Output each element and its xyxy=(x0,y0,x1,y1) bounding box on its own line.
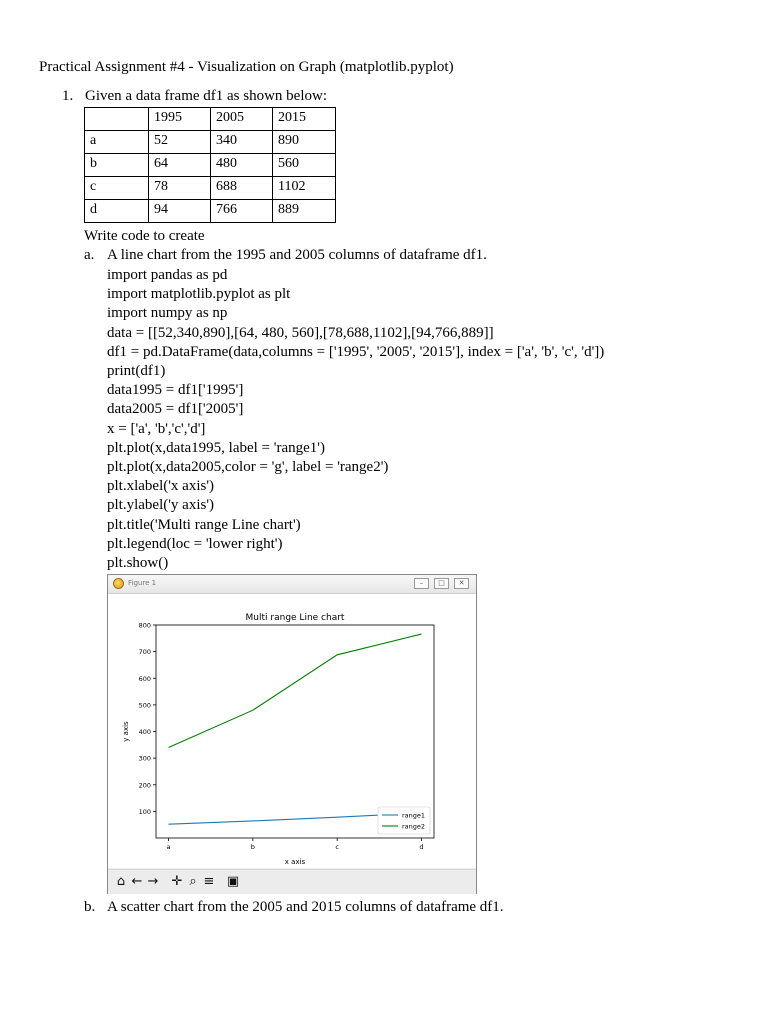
python-logo-icon xyxy=(113,578,124,589)
line-chart xyxy=(108,594,476,868)
table-cell: 889 xyxy=(273,200,336,223)
code-line: print(df1) xyxy=(107,363,166,380)
code-line: plt.ylabel('y axis') xyxy=(107,497,215,514)
table-row xyxy=(85,131,336,154)
y-tick-label: 500 xyxy=(138,701,151,710)
table-header-cell: 2005 xyxy=(211,108,273,131)
code-line: plt.plot(x,data2005,color = 'g', label = 'range2') xyxy=(107,459,389,476)
code-line: import pandas as pd xyxy=(107,267,228,283)
table-row xyxy=(85,154,336,177)
legend-entry: range2 xyxy=(402,822,426,831)
table-cell: d xyxy=(85,200,149,223)
minimize-button[interactable]: – xyxy=(414,578,429,589)
y-tick-label: 400 xyxy=(138,728,151,736)
code-line: x = ['a', 'b','c','d'] xyxy=(107,420,206,437)
page-title: Practical Assignment #4 - Visualization on Graph (matplotlib.pyplot) xyxy=(39,59,454,75)
table-cell: 64 xyxy=(149,154,211,177)
save-icon[interactable]: ▣ xyxy=(226,874,240,889)
forward-arrow-icon[interactable]: → xyxy=(147,874,159,889)
figure-toolbar xyxy=(108,869,476,894)
sub-question-b xyxy=(84,899,504,916)
dataframe-table xyxy=(84,107,336,223)
code-line: plt.plot(x,data1995, label = 'range1') xyxy=(107,439,325,456)
table-cell: c xyxy=(85,177,149,200)
question-text: Given a data frame df1 as shown below: xyxy=(85,88,328,104)
table-header-cell xyxy=(85,108,149,131)
y-tick-label: 300 xyxy=(138,754,151,763)
chart-title: Multi range Line chart xyxy=(245,613,345,623)
code-line: plt.legend(loc = 'lower right') xyxy=(107,535,283,552)
code-line: data = [[52,340,890],[64, 480, 560],[78,688,1102],[94,766,889]] xyxy=(107,324,494,341)
code-line: plt.title('Multi range Line chart') xyxy=(107,516,301,533)
table-cell: 340 xyxy=(211,131,273,154)
y-tick-label: 600 xyxy=(138,674,151,683)
table-header-row xyxy=(85,108,336,131)
table-cell: 480 xyxy=(211,154,273,177)
code-line: data2005 = df1['2005'] xyxy=(107,401,244,418)
table-cell: 1102 xyxy=(273,177,336,200)
back-arrow-icon[interactable]: ← xyxy=(131,874,143,889)
x-tick-label: d xyxy=(419,843,424,851)
sub-question-label: b. xyxy=(84,899,96,915)
y-axis-label: y axis xyxy=(122,721,130,742)
write-code-text: Write code to create xyxy=(84,228,205,244)
table-cell: 78 xyxy=(149,177,211,200)
legend-entry: range1 xyxy=(402,811,426,820)
table-cell: 766 xyxy=(211,200,273,223)
code-line: plt.show() xyxy=(107,555,169,572)
x-axis-label: x axis xyxy=(284,858,306,866)
sub-question-label: a. xyxy=(84,247,95,263)
x-tick-label: c xyxy=(335,843,339,851)
figure-titlebar xyxy=(108,575,476,594)
question-number: 1. xyxy=(62,88,74,104)
plot-area xyxy=(156,625,434,838)
table-header-cell: 1995 xyxy=(149,108,211,131)
x-tick-label: a xyxy=(166,843,171,851)
x-tick-label: b xyxy=(250,843,255,851)
table-cell: a xyxy=(85,131,149,154)
figure-window-title: Figure 1 xyxy=(128,579,157,587)
code-block xyxy=(107,266,604,573)
y-tick-label: 100 xyxy=(138,807,151,816)
configure-subplots-icon[interactable]: ≡ xyxy=(203,874,215,889)
table-cell: 890 xyxy=(273,131,336,154)
figure-canvas xyxy=(108,594,476,868)
table-header-cell: 2015 xyxy=(273,108,336,131)
home-icon[interactable]: ⌂ xyxy=(116,874,126,889)
table-cell: 94 xyxy=(149,200,211,223)
pan-icon[interactable]: ✛ xyxy=(171,874,183,889)
zoom-icon[interactable]: ⌕ xyxy=(189,874,197,889)
table-cell: b xyxy=(85,154,149,177)
sub-question-text: A line chart from the 1995 and 2005 columns of dataframe df1. xyxy=(107,247,487,263)
table-cell: 52 xyxy=(149,131,211,154)
y-tick-label: 700 xyxy=(138,648,151,657)
figure-window xyxy=(107,574,477,894)
table-cell: 688 xyxy=(211,177,273,200)
sub-question-a xyxy=(84,247,487,264)
sub-question-text: A scatter chart from the 2005 and 2015 columns of dataframe df1. xyxy=(107,899,504,915)
y-tick-label: 200 xyxy=(138,781,151,790)
code-line: data1995 = df1['1995'] xyxy=(107,382,244,399)
close-button[interactable]: ✕ xyxy=(454,578,469,589)
table-row xyxy=(85,200,336,223)
code-line: import matplotlib.pyplot as plt xyxy=(107,286,291,303)
table-cell: 560 xyxy=(273,154,336,177)
maximize-button[interactable]: □ xyxy=(434,578,449,589)
question-1 xyxy=(62,88,327,105)
code-line: df1 = pd.DataFrame(data,columns = ['1995', '2005', '2015'], index = ['a', 'b', 'c', 'd']) xyxy=(107,343,605,360)
code-line: import numpy as np xyxy=(107,305,228,322)
y-tick-label: 800 xyxy=(138,621,151,630)
table-row xyxy=(85,177,336,200)
code-line: plt.xlabel('x axis') xyxy=(107,478,215,495)
